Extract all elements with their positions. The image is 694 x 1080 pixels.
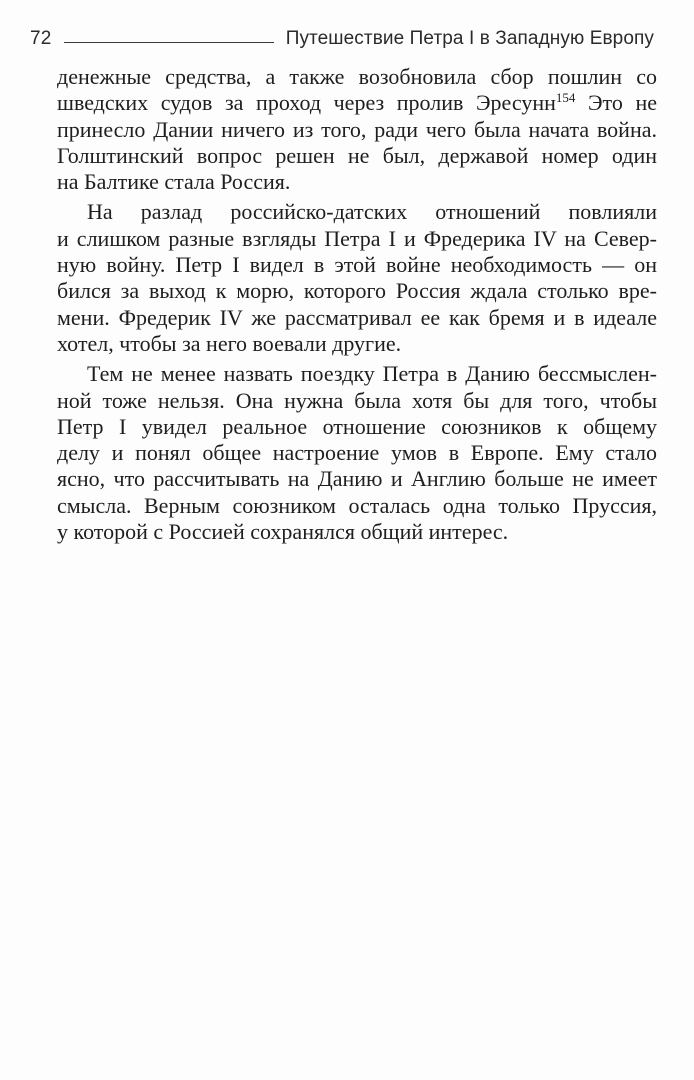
text-line: бился за выход к морю, которого Россия ждала столько вре-: [57, 278, 657, 304]
text-line: Петр I увидел реальное отношение союзников к общему: [57, 413, 657, 439]
text-line: принесло Дании ничего из того, ради чего была начата война.: [57, 116, 657, 142]
text-line: ясно, что рассчитывать на Данию и Англию больше не имеет: [57, 466, 657, 492]
paragraph-3: [57, 361, 657, 545]
running-header: [30, 26, 654, 52]
paragraph-1: [57, 64, 657, 195]
text-line: шведских судов за проход через пролив Эресунн$^{154}$ Это не: [57, 90, 658, 116]
body-text: [57, 64, 657, 549]
text-line: мени. Фредерик IV же рассматривал ее как бремя и в идеале: [57, 304, 657, 330]
text-line: делу и понял общее настроение умов в Европе. Ему стало: [57, 440, 657, 466]
footnote-reference[interactable]: 154: [555, 90, 576, 106]
paragraph-2: [57, 199, 657, 357]
text-line: смысла. Верным союзником осталась одна только Пруссия,: [57, 492, 657, 518]
text-line: у которой с Россией сохранялся общий интерес.: [57, 519, 509, 545]
text-line: хотел, чтобы за него воевали другие.: [57, 330, 402, 356]
text-line: и слишком разные взгляды Петра I и Фредерика IV на Север-: [57, 225, 657, 251]
text-line: ную войну. Петр I видел в этой войне необходимость — он: [57, 252, 657, 278]
header-rule: [64, 42, 274, 43]
running-title: Путешествие Петра I в Западную Европу: [285, 28, 654, 49]
text-line: на Балтике стала Россия.: [57, 169, 291, 195]
text-line: Голштинский вопрос решен не был, державой номер один: [57, 142, 657, 168]
page-number: 72: [30, 28, 52, 49]
text-line: ной тоже нельзя. Она нужна была хотя бы для того, чтобы: [57, 387, 657, 413]
text-line: На разлад российско-датских отношений повлияли: [87, 199, 657, 225]
text-line: Тем не менее назвать поездку Петра в Данию бессмыслен-: [87, 361, 657, 387]
text-line: денежные средства, а также возобновила сбор пошлин со: [57, 64, 657, 89]
